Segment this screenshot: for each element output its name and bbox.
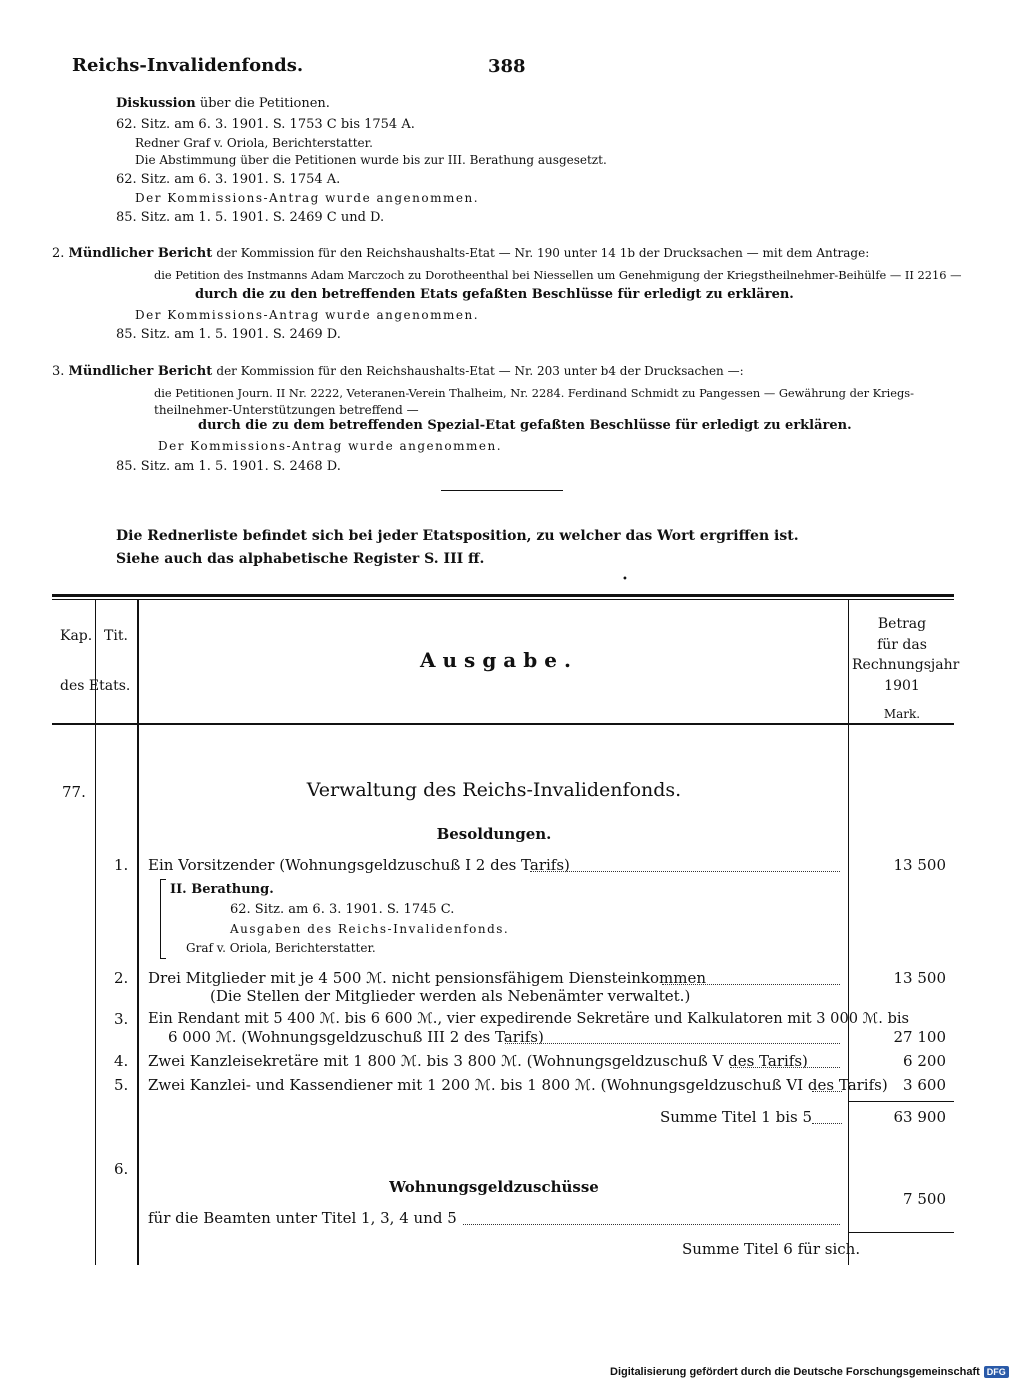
head-des-etats: des Etats. <box>60 678 131 694</box>
stray-dot: • <box>622 574 628 585</box>
note-bracket-bottom <box>160 958 166 959</box>
subhead-besoldungen: Besoldungen. <box>436 825 552 843</box>
row5-amount: 3 600 <box>903 1076 946 1094</box>
sec2-heading: Mündlicher Bericht <box>68 246 213 261</box>
section-title: Verwaltung des Reichs-Invalidenfonds. <box>306 779 682 801</box>
row3-leader <box>505 1043 840 1044</box>
sec1-line4: 62. Sitz. am 6. 3. 1901. S. 1754 A. <box>116 172 341 187</box>
row3-text: Ein Rendant mit 5 400 ℳ. bis 6 600 ℳ., vier expedirende Sekretäre und Kalkulatoren mit 3 000 ℳ. bis <box>148 1010 910 1027</box>
sec3-line1: die Petitionen Journ. II Nr. 2222, Veteranen-Verein Thalheim, Nr. 2284. Ferdinand Schmidt zu Pangessen — Gewährung der Kriegs- <box>154 386 914 400</box>
sec2-number: 2. <box>52 246 65 261</box>
sec2-line2: durch die zu den betreffenden Etats gefaßten Beschlüsse für erledigt zu erklären. <box>195 287 794 302</box>
head-betrag2: für das <box>877 637 927 653</box>
head-tit: Tit. <box>104 628 128 644</box>
row3-text2: 6 000 ℳ. (Wohnungsgeldzuschuß III 2 des Tarifs) <box>168 1028 544 1046</box>
sec1-line6: 85. Sitz. am 1. 5. 1901. S. 2469 C und D. <box>116 210 385 225</box>
note-line1: 62. Sitz. am 6. 3. 1901. S. 1745 C. <box>230 902 455 917</box>
sec2-heading-line <box>52 246 869 261</box>
sum6-rule <box>849 1232 954 1233</box>
head-betrag1: Betrag <box>877 616 927 632</box>
col-rule-kap <box>95 600 96 723</box>
head-betrag4: 1901 <box>884 678 920 694</box>
sec2-heading-rest: der Kommission für den Reichshaushalts-Etat — Nr. 190 unter 14 1b der Drucksachen — mit dem Antrage: <box>216 246 870 260</box>
table-top-rule <box>52 594 954 597</box>
sec3-heading-line <box>52 364 744 379</box>
footer-text: Digitalisierung gefördert durch die Deutsche Forschungsgemeinschaft <box>610 1366 980 1378</box>
page-number: 388 <box>488 56 526 77</box>
row4-amount: 6 200 <box>903 1052 946 1070</box>
sec3-line2: durch die zu dem betreffenden Spezial-Etat gefaßten Beschlüsse für erledigt zu erklären. <box>198 418 852 433</box>
sec3-heading: Mündlicher Bericht <box>68 364 213 379</box>
row1-amount: 13 500 <box>893 856 946 874</box>
sum6-text: Summe Titel 6 für sich. <box>682 1240 861 1258</box>
dfg-logo: DFG <box>984 1366 1009 1378</box>
row6-text: für die Beamten unter Titel 1, 3, 4 und 5 <box>148 1209 457 1227</box>
row2-tit: 2. <box>114 969 129 987</box>
sec2-line4: 85. Sitz. am 1. 5. 1901. S. 2469 D. <box>116 327 341 342</box>
row1-tit: 1. <box>114 856 129 874</box>
sec3-line4: 85. Sitz. am 1. 5. 1901. S. 2468 D. <box>116 459 341 474</box>
row6-tit: 6. <box>114 1160 129 1178</box>
sum1-rule <box>849 1101 954 1102</box>
col-rule-text <box>848 600 849 723</box>
row2-leader <box>662 984 840 985</box>
row5-text: Zwei Kanzlei- und Kassendiener mit 1 200 ℳ. bis 1 800 ℳ. (Wohnungsgeldzuschuß VI des Tarifs) <box>148 1076 888 1094</box>
note-head: II. Berathung. <box>170 882 274 897</box>
sum1-amount: 63 900 <box>893 1108 946 1126</box>
separator-rule <box>441 490 563 491</box>
row6-amount: 7 500 <box>903 1190 946 1208</box>
sec3-number: 3. <box>52 364 65 379</box>
sec1-heading-rest: über die Petitionen. <box>199 96 330 111</box>
note-rednerliste: Die Rednerliste befindet sich bei jeder Etatsposition, zu welcher das Wort ergriffen ist. <box>116 528 799 544</box>
row4-leader <box>730 1067 840 1068</box>
footer-credit <box>610 1366 1009 1378</box>
sec1-heading-line <box>116 96 330 111</box>
note-line3: Graf v. Oriola, Berichterstatter. <box>186 941 376 955</box>
col-rule-tit <box>137 600 139 723</box>
col-rule-tit-body <box>137 725 139 1265</box>
head-mark: Mark. <box>883 707 921 721</box>
running-title: Reichs-Invalidenfonds. <box>72 55 304 76</box>
row3-tit: 3. <box>114 1010 129 1028</box>
row2-text2: (Die Stellen der Mitglieder werden als Nebenämter verwaltet.) <box>210 987 691 1005</box>
sec2-line1: die Petition des Instmanns Adam Marczoch zu Dorotheenthal bei Niessellen um Genehmigung der Kriegstheilnehmer-Beihülfe — II 2216 — <box>154 268 962 282</box>
table-head-rule <box>52 723 954 725</box>
head-ausgabe: Ausgabe. <box>420 648 578 672</box>
note-register: Siehe auch das alphabetische Register S. III ff. <box>116 551 485 567</box>
table-top-rule-thin <box>52 599 954 600</box>
col-rule-kap-body <box>95 725 96 1265</box>
sec1-heading: Diskussion <box>116 96 196 111</box>
subhead-wohnungsgeld: Wohnungsgeldzuschüsse <box>389 1178 599 1196</box>
sec1-line2: Redner Graf v. Oriola, Berichterstatter. <box>135 136 373 150</box>
row5-tit: 5. <box>114 1076 129 1094</box>
note-bracket-top <box>160 879 166 880</box>
sec2-line3: Der Kommissions-Antrag wurde angenommen. <box>135 308 480 322</box>
sec3-line3: Der Kommissions-Antrag wurde angenommen. <box>158 439 503 453</box>
row2-amount: 13 500 <box>893 969 946 987</box>
kap-number: 77. <box>62 783 86 801</box>
sum1-text: Summe Titel 1 bis 5 <box>660 1108 813 1126</box>
col-rule-text-body <box>848 725 849 1265</box>
sec1-line1: 62. Sitz. am 6. 3. 1901. S. 1753 C bis 1754 A. <box>116 117 415 132</box>
head-kap: Kap. <box>60 628 93 644</box>
row4-text: Zwei Kanzleisekretäre mit 1 800 ℳ. bis 3 800 ℳ. (Wohnungsgeldzuschuß V des Tarifs) <box>148 1052 808 1070</box>
sec3-heading-rest: der Kommission für den Reichshaushalts-Etat — Nr. 203 unter b4 der Drucksachen —: <box>216 364 744 378</box>
sec1-line5: Der Kommissions-Antrag wurde angenommen. <box>135 191 480 205</box>
row4-tit: 4. <box>114 1052 129 1070</box>
sec1-line3: Die Abstimmung über die Petitionen wurde bis zur III. Berathung ausgesetzt. <box>135 153 607 167</box>
row3-amount: 27 100 <box>893 1028 946 1046</box>
row1-leader <box>530 871 840 872</box>
sec3-line1b: theilnehmer-Unterstützungen betreffend — <box>154 403 419 417</box>
row6-leader <box>463 1224 840 1225</box>
head-betrag3: Rechnungsjahr <box>852 657 960 673</box>
note-line2: Ausgaben des Reichs-Invalidenfonds. <box>230 922 510 936</box>
row5-leader <box>812 1091 842 1092</box>
note-bracket <box>160 879 161 959</box>
sum1-leader <box>812 1123 842 1124</box>
row1-text: Ein Vorsitzender (Wohnungsgeldzuschuß I 2 des Tarifs) <box>148 856 570 874</box>
row2-text: Drei Mitglieder mit je 4 500 ℳ. nicht pensionsfähigem Diensteinkommen <box>148 969 707 987</box>
